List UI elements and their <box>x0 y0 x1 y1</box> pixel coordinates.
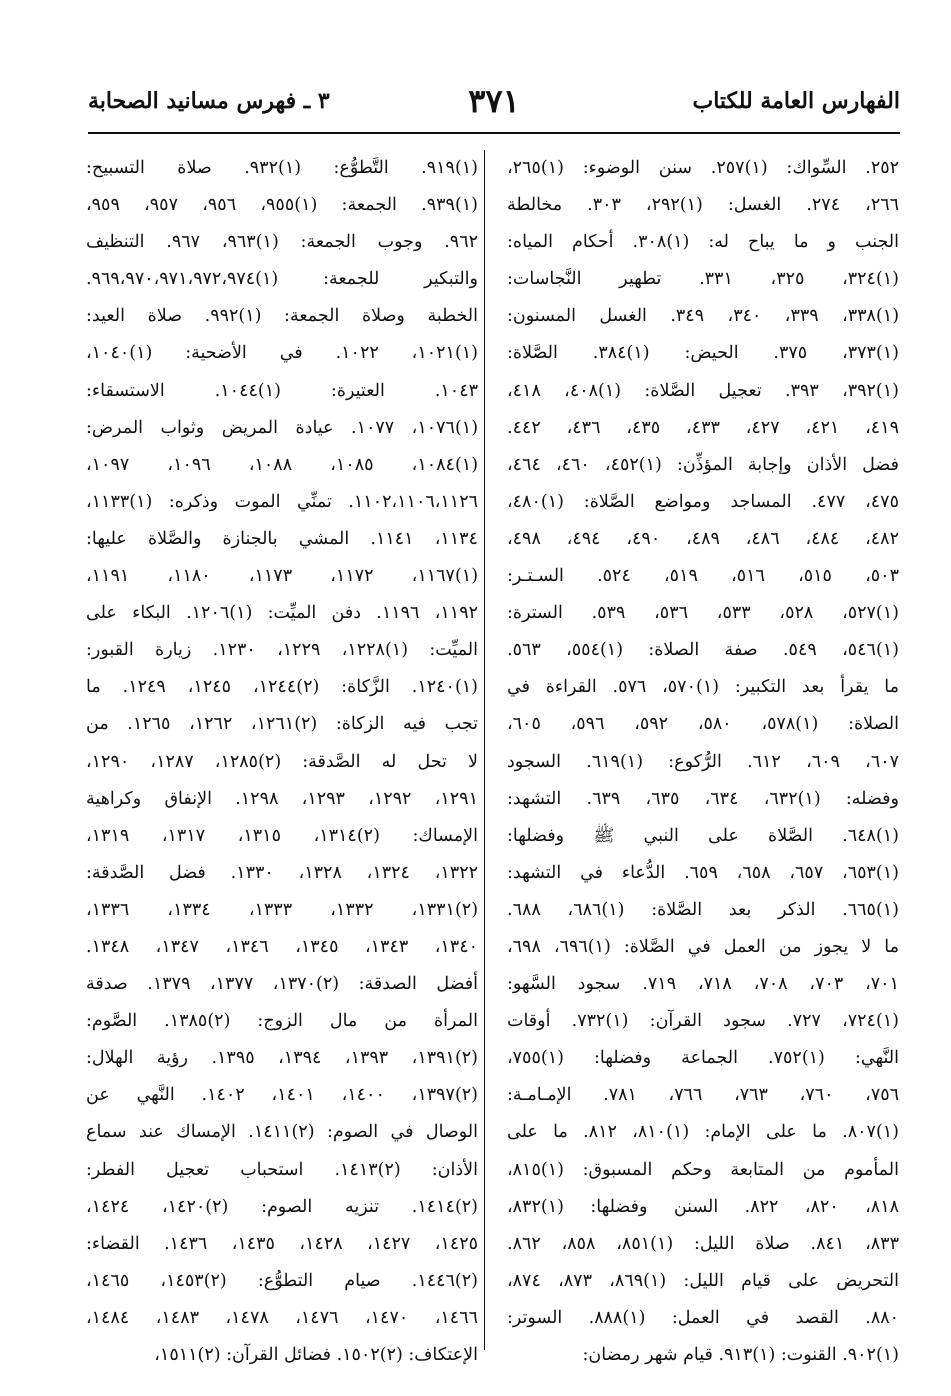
index-line: (١)١٢٤٠. الزَّكاة: (٢)١٢٤٤، ١٢٤٥، ١٢٤٩. ما <box>86 677 478 698</box>
index-line: (١)٣٧٣، ٣٧٥. الحيض: (١)٣٨٤. الصَّلاة: <box>507 343 899 364</box>
index-line: ١٠٤٣. العتيرة: (١)١٠٤٤. الاستسقاء: <box>86 380 478 401</box>
index-line: ١٢٩١، ١٢٩٢، ١٢٩٣، ١٢٩٨. الإنفاق وكراهية <box>86 788 478 809</box>
index-line: (١)١١٦٧، ١١٧٢، ١١٧٣، ١١٨٠، ١١٩١، <box>86 566 478 587</box>
index-line: أفضل الصدقة: (٢)١٣٧٠، ١٣٧٧، ١٣٧٩. صدقة <box>86 974 478 995</box>
index-line: (١)٩٣٩. الجمعة: (١)٩٥٥، ٩٥٦، ٩٥٧، ٩٥٩، <box>86 195 478 216</box>
column-divider <box>484 150 485 1350</box>
index-line: (٢)١٤١٤. تنزيه الصوم: (٢)١٤٢٠، ١٤٢٤، <box>86 1196 478 1217</box>
page-header <box>88 82 900 130</box>
index-line: ٧٥٦، ٧٦٠، ٧٦٣، ٧٦٦، ٧٨١. الإمـامـة: <box>507 1085 899 1106</box>
index-line: (١)٣٣٨، ٣٣٩، ٣٤٠، ٣٤٩. الغسل المسنون: <box>507 306 899 327</box>
index-line: ١٣٢٢، ١٣٢٤، ١٣٢٨، ١٣٣٠. فضل الصَّدقة: <box>86 862 478 883</box>
index-line: ١٤٦٦، ١٤٧٠، ١٤٧٦، ١٤٧٨، ١٤٨٣، ١٤٨٤، <box>86 1307 478 1328</box>
index-line: (١)٦٥٣، ٦٥٧، ٦٥٨، ٦٥٩. الدُّعاء في التشهد: <box>507 862 899 883</box>
index-line: لا تحل له الصَّدقة: (٢)١٢٨٥، ١٢٨٧، ١٢٩٠، <box>86 751 478 772</box>
index-line: الأذان: (٢)١٤١٣. استحباب تعجيل الفطر: <box>86 1159 478 1180</box>
index-line: الخطبة وصلاة الجمعة: (١)٩٩٢. صلاة العيد: <box>86 306 478 327</box>
index-line: ما يقرأ بعد التكبير: (١)٥٧٠، ٥٧٦. القراءة في <box>507 677 899 698</box>
index-line: التحريض على قيام الليل: (١)٨٦٩، ٨٧٣، ٨٧٤، <box>507 1270 899 1291</box>
running-title-right: الفهارس العامة للكتاب <box>692 88 900 114</box>
index-line: الإمساك: (٢)١٣١٤، ١٣١٥، ١٣١٧، ١٣١٩، <box>86 825 478 846</box>
index-line: ٤١٩، ٤٢١، ٤٢٧، ٤٣٣، ٤٣٥، ٤٣٦، ٤٤٢. <box>507 417 899 438</box>
index-line: (١)٣٢٤، ٣٢٥، ٣٣١. تطهير النَّجاسات: <box>507 269 899 290</box>
index-line: (٢)١٤٤٦. صيام التطوُّع: (٢)١٤٥٣، ١٤٦٥، <box>86 1270 478 1291</box>
index-line: ٩٦٢. وجوب الجمعة: (١)٩٦٣، ٩٦٧. التنظيف <box>86 232 478 253</box>
index-column-right <box>507 150 899 1365</box>
index-line: ٢٦٦، ٢٧٤. الغسل: (١)٢٩٢، ٣٠٣. مخالطة <box>507 195 899 216</box>
index-column-left <box>86 150 478 1365</box>
index-line: (١)٦٦٥. الذكر بعد الصَّلاة: (١)٦٨٦، ٦٨٨. <box>507 899 899 920</box>
index-line: الصلاة: (١)٥٧٨، ٥٨٠، ٥٩٢، ٥٩٦، ٦٠٥، <box>507 714 899 735</box>
index-line: النَّهي: (١)٧٥٢. الجماعة وفضلها: (١)٧٥٥، <box>507 1048 899 1069</box>
index-line: وفضله: (١)٦٣٢، ٦٣٤، ٦٣٥، ٦٣٩. التشهد: <box>507 788 899 809</box>
index-line: (١)١٠٢١، ١٠٢٢. في الأضحية: (١)١٠٤٠، <box>86 343 478 364</box>
index-line: والتبكير للجمعة: (١)٩٦٩،٩٧٠،٩٧١،٩٧٢،٩٧٤. <box>86 269 478 290</box>
index-line: ٢٥٢. السِّواك: (١)٢٥٧. سنن الوضوء: (١)٢٦٥، <box>507 158 899 178</box>
index-line: (١)١٠٧٦، ١٠٧٧. عيادة المريض وثواب المرض: <box>86 417 478 438</box>
index-line: ١٤٢٥، ١٤٢٧، ١٤٢٨، ١٤٣٥، ١٤٣٦. القضاء: <box>86 1233 478 1254</box>
index-line: ١١٩٢، ١١٩٦. دفن الميِّت: (١)١٢٠٦. البكاء على <box>86 603 478 624</box>
index-line: (١)٨٠٧. ما على الإمام: (١)٨١٠، ٨١٢. ما على <box>507 1122 899 1143</box>
index-line: (٢)١٣٣١، ١٣٣٢، ١٣٣٣، ١٣٣٤، ١٣٣٦، <box>86 899 478 920</box>
index-line: ١١٠٢،١١٠٦،١١٢٦. تمنِّي الموت وذكره: (١)١١٣٣، <box>86 491 478 512</box>
index-line: (١)٧٢٤، ٧٢٧. سجود القرآن: (١)٧٣٢. أوقات <box>507 1011 899 1032</box>
index-line: تجب فيه الزكاة: (٢)١٢٦١، ١٢٦٢، ١٢٦٥. من <box>86 714 478 735</box>
index-line: ١٣٤٠، ١٣٤٣، ١٣٤٥، ١٣٤٦، ١٣٤٧، ١٣٤٨. <box>86 936 478 957</box>
index-line: (١)٥٢٧، ٥٢٨، ٥٣٣، ٥٣٦، ٥٣٩. السترة: <box>507 603 899 624</box>
index-line: ٤٧٥، ٤٧٧. المساجد ومواضع الصَّلاة: (١)٤٨٠، <box>507 491 899 512</box>
index-line: (١)١٠٨٤، ١٠٨٥، ١٠٨٨، ١٠٩٦، ١٠٩٧، <box>86 454 478 475</box>
index-line: فضل الأذان وإجابة المؤذِّن: (١)٤٥٢، ٤٦٠، ٤٦٤، <box>507 454 899 475</box>
index-line: (١)٥٤٦، ٥٤٩. صفة الصلاة: (١)٥٥٤، ٥٦٣. <box>507 640 899 661</box>
index-line: (١)٦٤٨. الصَّلاة على النبي ﷺ وفضلها: <box>507 825 899 846</box>
index-line: ما لا يجوز من العمل في الصَّلاة: (١)٦٩٦، ٦٩٨، <box>507 936 899 957</box>
index-line: الميِّت: (١)١٢٢٨، ١٢٢٩، ١٢٣٠. زيارة القبور: <box>86 640 478 661</box>
index-line: الوصال في الصوم: (٢)١٤١١. الإمساك عند سماع <box>86 1122 478 1143</box>
index-line: (٢)١٣٩٧، ١٤٠٠، ١٤٠١، ١٤٠٢. النَّهي عن <box>86 1085 478 1106</box>
index-line: (١)٩١٩. التَّطوُّع: (١)٩٣٢. صلاة التسبيح: <box>86 158 478 178</box>
index-line: ٨١٨، ٨٢٠، ٨٢٢. السنن وفضلها: (١)٨٣٢، <box>507 1196 899 1217</box>
index-line: الإعتكاف: (٢)١٥٠٢. فضائل القرآن: (٢)١٥١١، <box>154 1345 478 1365</box>
index-line: (١)٩٠٢. القنوت: (١)٩١٣. قيام شهر رمضان: <box>582 1345 899 1365</box>
index-line: ٨٨٠. القصد في العمل: (١)٨٨٨. السوتر: <box>507 1307 899 1328</box>
index-line: (٢)١٣٩١، ١٣٩٣، ١٣٩٤، ١٣٩٥. رؤية الهلال: <box>86 1048 478 1069</box>
running-title-left: ٣ ـ فهرس مسانيد الصحابة <box>88 88 330 114</box>
header-rule <box>88 132 900 134</box>
index-line: الجنب و ما يباح له: (١)٣٠٨. أحكام المياه: <box>507 232 899 253</box>
index-line: المرأة من مال الزوج: (٢)١٣٨٥. الصَّوم: <box>86 1011 478 1032</box>
index-line: ٦٠٧، ٦٠٩، ٦١٢. الرُّكوع: (١)٦١٩. السجود <box>507 751 899 772</box>
index-line: (١)٣٩٢، ٣٩٣. تعجيل الصَّلاة: (١)٤٠٨، ٤١٨، <box>507 380 899 401</box>
index-line: المأموم من المتابعة وحكم المسبوق: (١)٨١٥، <box>507 1159 899 1180</box>
index-line: ٧٠١، ٧٠٣، ٧٠٨، ٧١٨، ٧١٩. سجود السَّهو: <box>507 974 899 995</box>
index-line: ٨٣٣، ٨٤١. صلاة الليل: (١)٨٥١، ٨٥٨، ٨٦٢. <box>507 1233 899 1254</box>
index-line: ٥٠٣، ٥١٥، ٥١٦، ٥١٩، ٥٢٤. السـتـر: <box>507 566 899 587</box>
index-line: ٤٨٢، ٤٨٤، ٤٨٦، ٤٨٩، ٤٩٠، ٤٩٤، ٤٩٨، <box>507 528 899 549</box>
index-line: ١١٣٤، ١١٤١. المشي بالجنازة والصَّلاة عليها: <box>86 528 478 549</box>
page-number: ٣٧١ <box>468 82 520 120</box>
